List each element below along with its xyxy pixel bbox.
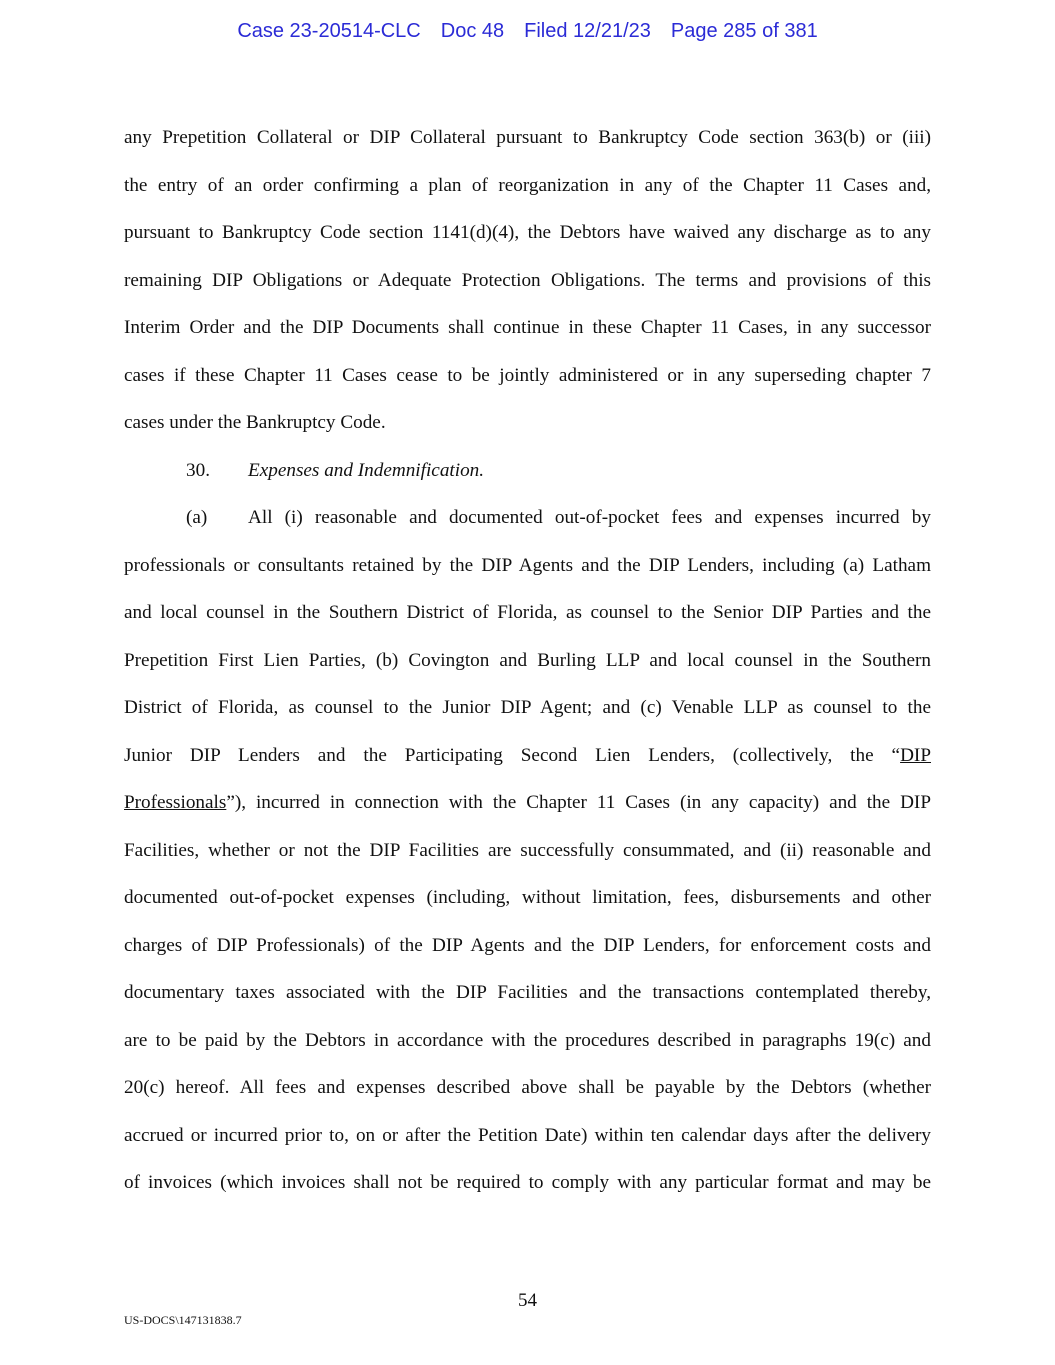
page-of-total: Page 285 of 381 (670, 20, 818, 42)
text-line-content: ”), incurred in connection with the Chapter 11 Cases (in any capacity) and the DIP (226, 792, 931, 813)
paragraph-a (124, 494, 931, 1207)
text-line: 20(c) hereof. All fees and expenses described above shall be payable by the Debtors (whether (124, 1077, 931, 1098)
section-title: Expenses and Indemnification. (248, 459, 485, 481)
text-line: documented out-of-pocket expenses (including, without limitation, fees, disbursements and other (124, 887, 931, 908)
text-line-content: All (i) reasonable and documented out-of-pocket fees and expenses incurred by (248, 507, 931, 528)
text-line: District of Florida, as counsel to the Junior DIP Agent; and (c) Venable LLP as counsel to the (124, 697, 931, 718)
text-line: cases under the Bankruptcy Code. (124, 412, 386, 433)
case-number: Case 23-20514-CLC (237, 20, 421, 42)
text-line: charges of DIP Professionals) of the DIP Agents and the DIP Lenders, for enforcement costs and (124, 934, 931, 956)
text-line: are to be paid by the Debtors in accordance with the procedures described in paragraphs 19(c) and (124, 1029, 931, 1051)
text-line: Prepetition First Lien Parties, (b) Covington and Burling LLP and local counsel in the Southern (124, 649, 931, 671)
text-line (124, 732, 931, 780)
text-line (124, 494, 931, 542)
defined-term: Professionals (124, 792, 227, 813)
doc-number: Doc 48 (440, 20, 505, 42)
text-line: documentary taxes associated with the DIP Facilities and the transactions contemplated thereby, (124, 982, 931, 1003)
document-id: US-DOCS\147131838.7 (124, 1313, 242, 1327)
text-line: any Prepetition Collateral or DIP Collateral pursuant to Bankruptcy Code section 363(b) or (iii) (124, 127, 931, 148)
document-body (124, 114, 931, 1207)
text-line: cases if these Chapter 11 Cases cease to be jointly administered or in any superseding chapter 7 (124, 364, 931, 386)
section-number: 30. (186, 459, 210, 481)
text-line: accrued or incurred prior to, on or after the Petition Date) within ten calendar days after the delivery (124, 1124, 931, 1146)
text-line: pursuant to Bankruptcy Code section 1141(d)(4), the Debtors have waived any discharge as to any (124, 222, 931, 243)
text-line-content: Junior DIP Lenders and the Participating Second Lien Lenders, (collectively, the “ (124, 744, 901, 766)
text-line: and local counsel in the Southern District of Florida, as counsel to the Senior DIP Parties and the (124, 602, 931, 623)
text-line (124, 779, 931, 827)
page-number: 54 (518, 1290, 537, 1311)
filed-date: Filed 12/21/23 (524, 20, 651, 42)
defined-term: DIP (900, 744, 931, 766)
paragraph-continuation (124, 114, 931, 447)
text-line: remaining DIP Obligations or Adequate Protection Obligations. The terms and provisions of this (124, 269, 931, 291)
case-header (0, 20, 1055, 43)
section-heading-30 (124, 447, 931, 495)
text-line: professionals or consultants retained by the DIP Agents and the DIP Lenders, including (a) Latham (124, 554, 931, 576)
paragraph-label: (a) (186, 507, 208, 528)
text-line: the entry of an order confirming a plan of reorganization in any of the Chapter 11 Cases and, (124, 174, 931, 196)
text-line: Facilities, whether or not the DIP Facilities are successfully consummated, and (ii) reasonable and (124, 839, 931, 861)
text-line: of invoices (which invoices shall not be required to comply with any particular format and may be (124, 1172, 931, 1193)
text-line: Interim Order and the DIP Documents shall continue in these Chapter 11 Cases, in any successor (124, 317, 931, 338)
